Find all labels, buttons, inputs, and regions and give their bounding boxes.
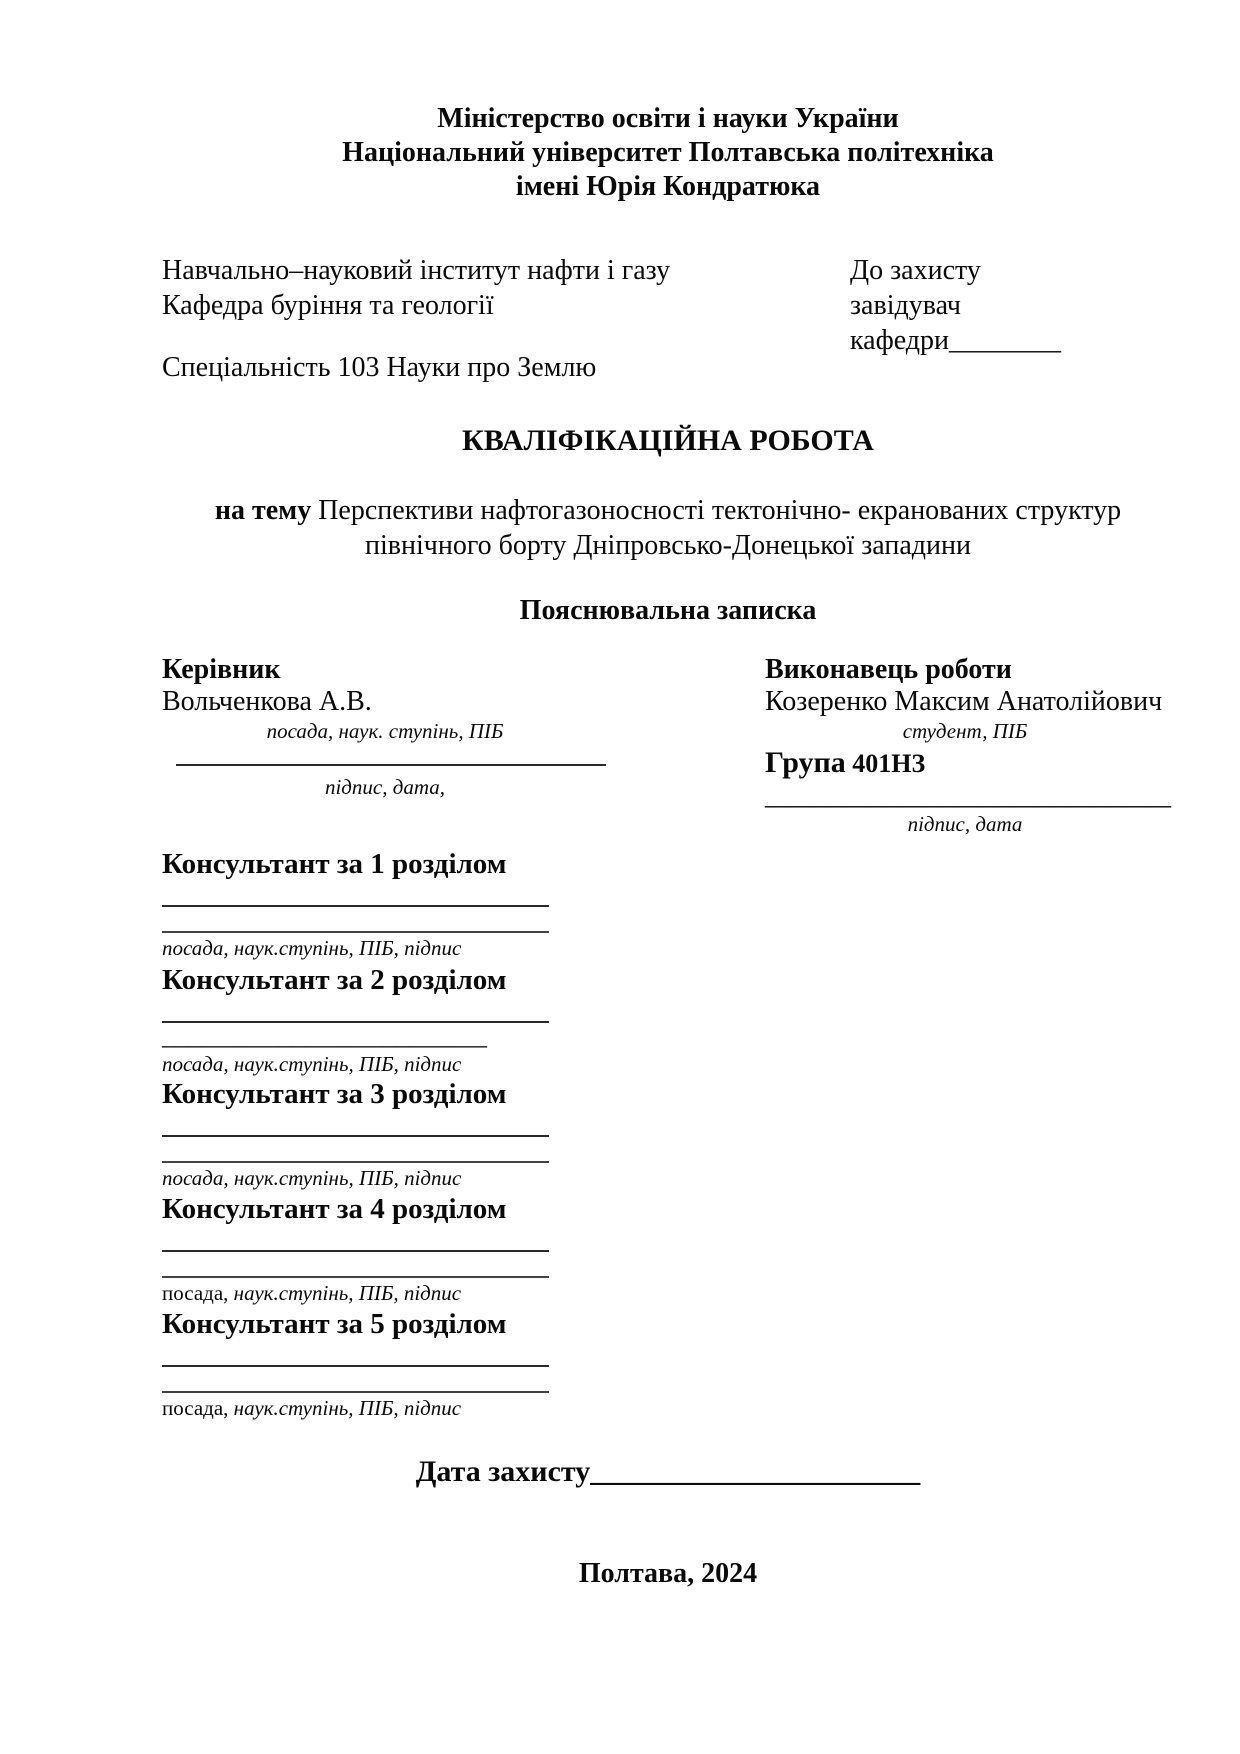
institute-block xyxy=(162,253,670,323)
work-title: КВАЛІФІКАЦІЙНА РОБОТА xyxy=(462,424,874,457)
caption-italic: посада, наук.ступінь, ПІБ, підпис xyxy=(162,1166,462,1190)
consultant-4-line-2 xyxy=(162,1252,549,1278)
consultant-section-4 xyxy=(162,1193,662,1306)
institute-line: Навчально–науковий інститут нафти і газу xyxy=(162,255,671,286)
supervisor-block xyxy=(162,654,608,800)
topic-label: на тему xyxy=(214,495,312,526)
topic-text-1: Перспективи нафтогазоносності тектонічно- екранованих структур xyxy=(311,495,1122,526)
executor-block xyxy=(765,654,1185,837)
topic-line-1 xyxy=(64,493,1240,528)
university-line: Національний університет Полтавська політехніка xyxy=(342,137,994,168)
supervisor-signature-line xyxy=(176,744,606,766)
executor-name: Козеренко Максим Анатолійович xyxy=(765,686,1163,717)
group-number: 401НЗ xyxy=(852,749,926,778)
topic-block xyxy=(64,493,1240,563)
work-subtitle: Пояснювальна записка xyxy=(519,595,817,626)
supervisor-name: Вольченкова А.В. xyxy=(162,686,372,717)
defense-date-row xyxy=(160,1455,1176,1489)
consultant-3-line-1 xyxy=(162,1110,549,1137)
group-row xyxy=(765,746,1185,781)
consultant-1-heading: Консультант за 1 розділом xyxy=(162,848,507,880)
consultant-3-caption xyxy=(162,1165,662,1191)
city-year: Полтава, 2024 xyxy=(578,1558,758,1589)
executor-heading: Виконавець роботи xyxy=(765,654,1012,685)
consultant-2-line-1 xyxy=(162,996,549,1023)
caption-italic: посада, наук.ступінь, ПІБ, підпис xyxy=(162,1052,462,1076)
approval-line-2: завідувач xyxy=(850,290,961,321)
supervisor-heading: Керівник xyxy=(162,654,281,685)
ministry-header xyxy=(160,102,1176,204)
consultant-section-5 xyxy=(162,1308,662,1421)
speciality-line: Спеціальність 103 Науки про Землю xyxy=(162,352,597,383)
ministry-line: Міністерство освіти і науки України xyxy=(437,103,899,134)
supervisor-position-caption: посада, наук. ступінь, ПІБ xyxy=(266,719,504,743)
approval-line-1: До захисту xyxy=(850,255,981,286)
consultant-5-line-2 xyxy=(162,1367,549,1393)
consultant-5-line-1 xyxy=(162,1340,549,1367)
consultant-3-line-2 xyxy=(162,1137,549,1163)
consultant-2-caption xyxy=(162,1051,662,1077)
approval-line-3: кафедри________ xyxy=(850,325,1062,356)
caption-roman: посада, xyxy=(162,1396,229,1420)
caption-italic: наук.ступінь, ПІБ, підпис xyxy=(228,1281,462,1305)
consultant-5-heading: Консультант за 5 розділом xyxy=(162,1308,507,1340)
caption-italic: посада, наук.ступінь, ПІБ, підпис xyxy=(162,936,462,960)
consultant-1-line-2 xyxy=(162,907,549,933)
group-label: Група xyxy=(765,746,846,779)
consultant-4-line-1 xyxy=(162,1225,549,1252)
executor-sign-caption: підпис, дата xyxy=(907,812,1023,836)
consultant-4-caption xyxy=(162,1280,662,1306)
caption-roman: посада, xyxy=(162,1281,229,1305)
topic-line-2: північного борту Дніпровсько-Донецької западини xyxy=(365,530,971,561)
consultant-4-heading: Консультант за 4 розділом xyxy=(162,1193,507,1225)
supervisor-sign-caption: підпис, дата, xyxy=(324,775,446,799)
department-line: Кафедра буріння та геології xyxy=(162,290,494,321)
executor-signature-line: _____________________________ xyxy=(765,780,1171,811)
university-name-line: імені Юрія Кондратюка xyxy=(515,171,821,202)
consultant-section-1 xyxy=(162,848,662,961)
consultant-1-line-1 xyxy=(162,880,549,907)
consultant-section-3 xyxy=(162,1078,662,1191)
defense-date-label: Дата захисту xyxy=(415,1455,591,1488)
executor-position-caption: студент, ПІБ xyxy=(902,719,1028,743)
consultant-1-caption xyxy=(162,935,662,961)
consultant-section-2 xyxy=(162,964,662,1077)
approval-block xyxy=(850,253,1061,358)
consultant-3-heading: Консультант за 3 розділом xyxy=(162,1078,507,1110)
caption-italic: наук.ступінь, ПІБ, підпис xyxy=(228,1396,462,1420)
consultant-2-line-2: _________________________ xyxy=(162,1021,487,1050)
defense-date-line: ______________________ xyxy=(590,1455,921,1488)
consultant-2-heading: Консультант за 2 розділом xyxy=(162,964,507,996)
consultant-5-caption xyxy=(162,1395,662,1421)
